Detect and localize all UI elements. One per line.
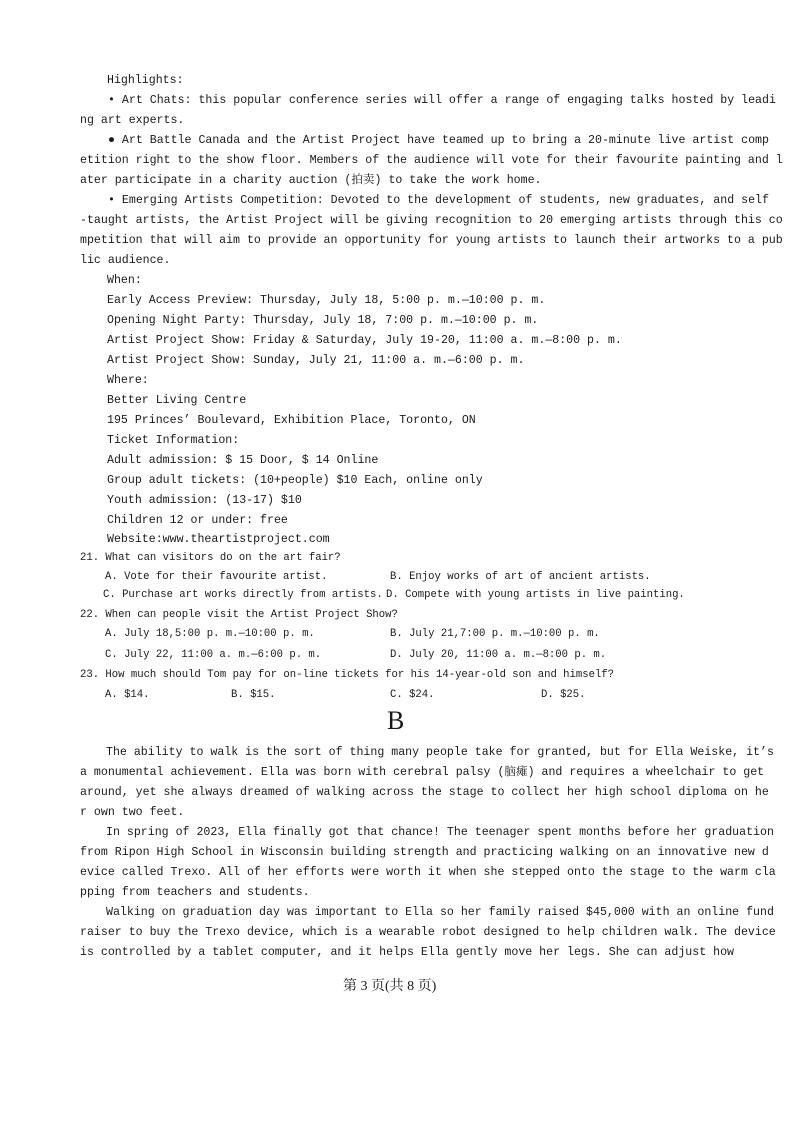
question-22: 22. When can people visit the Artist Project Show? [80,609,398,621]
art-battle-line-2: etition right to the show floor. Members of the audience will vote for their favourite painting and l [80,154,783,167]
q22-option-a: A. July 18,5:00 p. m.—10:00 p. m. [105,628,315,640]
passage-p3-line-3: is controlled by a tablet computer, and it helps Ella gently move her legs. She can adjust how [80,946,734,959]
ticket-children: Children 12 or under: free [107,514,288,527]
ticket-group: Group adult tickets: (10+people) $10 Each, online only [107,474,483,487]
passage-p1-line-4: r own two feet. [80,806,185,819]
q21-option-a: A. Vote for their favourite artist. [105,571,328,583]
q23-option-d: D. $25. [541,689,586,701]
passage-p3-line-2: raiser to buy the Trexo device, which is a wearable robot designed to help children walk. The device [80,926,776,939]
q21-option-d: D. Compete with young artists in live painting. [386,589,685,601]
art-chats-line-2: ng art experts. [80,114,185,127]
emerging-artists-line-2: -taught artists, the Artist Project will be giving recognition to 20 emerging artists through this co [80,214,783,227]
q22-option-d: D. July 20, 11:00 a. m.—8:00 p. m. [390,649,607,661]
venue-address: 195 Princes’ Boulevard, Exhibition Place, Toronto, ON [107,414,476,427]
passage-p2-line-2: from Ripon High School in Wisconsin building strength and practicing walking on an innovative new d [80,846,769,859]
q21-option-c: C. Purchase art works directly from artists. [103,589,383,601]
passage-p3-line-1: Walking on graduation day was important to Ella so her family raised $45,000 with an online fund [106,906,774,919]
question-21: 21. What can visitors do on the art fair? [80,552,341,564]
highlights-heading: Highlights: [107,74,184,87]
q23-option-a: A. $14. [105,689,150,701]
passage-p2-line-1: In spring of 2023, Ella finally got that chance! The teenager spent months before her graduation [106,826,774,839]
page-footer: 第 3 页(共 8 页) [343,979,437,994]
passage-p1-line-1: The ability to walk is the sort of thing many people take for granted, but for Ella Weiske, it’s [106,746,774,759]
q22-option-b: B. July 21,7:00 p. m.—10:00 p. m. [390,628,600,640]
art-battle-line-1: ● Art Battle Canada and the Artist Project have teamed up to bring a 20-minute live artist comp [108,134,769,147]
ticket-adult: Adult admission: $ 15 Door, $ 14 Online [107,454,379,467]
passage-p1-line-2: a monumental achievement. Ella was born with cerebral palsy (脑瘫) and requires a wheelchair to get [80,766,765,779]
ticket-youth: Youth admission: (13-17) $10 [107,494,302,507]
schedule-fri-sat: Artist Project Show: Friday & Saturday, July 19-20, 11:00 a. m.—8:00 p. m. [107,334,622,347]
passage-p2-line-3: evice called Trexo. All of her efforts were worth it when she stepped onto the stage to the warm cla [80,866,776,879]
ticket-heading: Ticket Information: [107,434,240,447]
art-chats-line-1: • Art Chats: this popular conference series will offer a range of engaging talks hosted by leadi [108,94,776,107]
question-23: 23. How much should Tom pay for on-line tickets for his 14-year-old son and himself? [80,669,615,681]
emerging-artists-line-1: • Emerging Artists Competition: Devoted to the development of students, new graduates, and self [108,194,769,207]
q21-option-b: B. Enjoy works of art of ancient artists. [390,571,651,583]
q23-option-b: B. $15. [231,689,276,701]
q22-option-c: C. July 22, 11:00 a. m.—6:00 p. m. [105,649,322,661]
passage-p2-line-4: pping from teachers and students. [80,886,310,899]
emerging-artists-line-4: lic audience. [80,254,171,267]
where-heading: Where: [107,374,149,387]
q23-option-c: C. $24. [390,689,435,701]
schedule-early-access: Early Access Preview: Thursday, July 18, 5:00 p. m.—10:00 p. m. [107,294,546,307]
venue-name: Better Living Centre [107,394,247,407]
schedule-opening-night: Opening Night Party: Thursday, July 18, 7:00 p. m.—10:00 p. m. [107,314,539,327]
schedule-sunday: Artist Project Show: Sunday, July 21, 11:00 a. m.—6:00 p. m. [107,354,525,367]
section-b-heading: B [387,706,405,735]
website: Website:www.theartistproject.com [107,533,330,546]
when-heading: When: [107,274,142,287]
art-battle-line-3: ater participate in a charity auction (拍卖) to take the work home. [80,174,542,187]
passage-p1-line-3: around, yet she always dreamed of walking across the stage to collect her high school diploma on he [80,786,769,799]
emerging-artists-line-3: mpetition that will aim to provide an opportunity for young artists to launch their artworks to a pub [80,234,783,247]
